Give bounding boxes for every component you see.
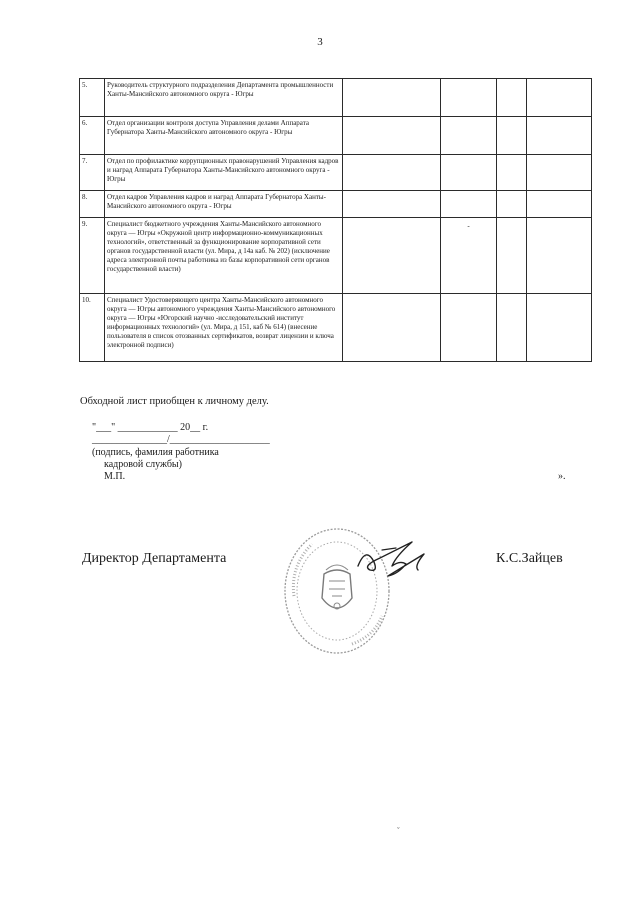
empty-cell xyxy=(343,191,441,218)
row-department: Отдел организации контроля доступа Управления делами Аппарата Губернатора Ханты-Мансийского автономного округа - Югры xyxy=(105,117,343,155)
clearance-table xyxy=(79,78,592,362)
date-line: "___" ____________ 20__ г. xyxy=(92,422,209,433)
empty-cell xyxy=(343,218,441,294)
empty-cell xyxy=(527,294,592,362)
row-number: 7. xyxy=(80,155,105,191)
empty-cell xyxy=(441,79,497,117)
empty-cell xyxy=(343,117,441,155)
row-number: 10. xyxy=(80,294,105,362)
table-row xyxy=(80,79,592,117)
empty-cell xyxy=(527,218,592,294)
stray-mark: ˇ xyxy=(397,826,400,835)
empty-cell xyxy=(497,294,527,362)
empty-cell xyxy=(441,155,497,191)
empty-cell xyxy=(441,294,497,362)
row-number: 8. xyxy=(80,191,105,218)
page-number: 3 xyxy=(317,36,323,48)
empty-cell xyxy=(497,117,527,155)
stamp-place-label: М.П. xyxy=(104,471,126,482)
row-department: Руководитель структурного подразделения Департамента промышленности Ханты-Мансийского автономного округа - Югры xyxy=(105,79,343,117)
signature-line: _______________/____________________ xyxy=(92,434,270,445)
row-department: Специалист бюджетного учреждения Ханты-Мансийского автономного округа — Югры «Окружной центр информационно-коммуникационных технологий», ответственный за функционирование корпоративной сети органов государственной власти (ул. Мира, д 14а каб. № 202) (исключение адреса электронной почты работника из базы корпоративной сети органов государственной власти) xyxy=(105,218,343,294)
empty-cell xyxy=(527,79,592,117)
table-row xyxy=(80,218,592,294)
empty-cell xyxy=(497,155,527,191)
empty-cell xyxy=(441,117,497,155)
table-row xyxy=(80,155,592,191)
director-name: К.С.Зайцев xyxy=(496,551,563,566)
empty-cell xyxy=(497,191,527,218)
table-row xyxy=(80,191,592,218)
row-department: Отдел кадров Управления кадров и наград Аппарата Губернатора Ханты-Мансийского автономного округа - Югры xyxy=(105,191,343,218)
director-title: Директор Департамента xyxy=(82,551,227,566)
dash-mark: - xyxy=(441,218,497,294)
row-number: 6. xyxy=(80,117,105,155)
signature-caption: (подпись, фамилия работника xyxy=(92,447,219,458)
table-row xyxy=(80,294,592,362)
row-number: 9. xyxy=(80,218,105,294)
handwritten-signature-icon xyxy=(352,536,432,581)
empty-cell xyxy=(343,155,441,191)
empty-cell xyxy=(343,294,441,362)
empty-cell xyxy=(343,79,441,117)
signature-caption-continued: кадровой службы) xyxy=(104,459,182,470)
empty-cell xyxy=(497,218,527,294)
row-department: Специалист Удостоверяющего центра Ханты-Мансийского автономного округа — Югры автономного учреждения Ханты-Мансийского автономного округа — Югры «Югорский научно -исследовательский институт информационных технологий» (ул. Мира, д 151, каб № 614) (внесение пользователя в список отозванных сертификатов, возврат лицензии и ключа электронной подписи) xyxy=(105,294,343,362)
empty-cell xyxy=(527,117,592,155)
table-row xyxy=(80,117,592,155)
empty-cell xyxy=(497,79,527,117)
appendix-note: Обходной лист приобщен к личному делу. xyxy=(80,396,269,407)
row-department: Отдел по профилактике коррупционных правонарушений Управления кадров и наград Аппарата Губернатора Ханты-Мансийского автономного округа - Югры xyxy=(105,155,343,191)
empty-cell xyxy=(441,191,497,218)
empty-cell xyxy=(527,191,592,218)
empty-cell xyxy=(527,155,592,191)
closing-quote: ». xyxy=(558,471,566,482)
row-number: 5. xyxy=(80,79,105,117)
